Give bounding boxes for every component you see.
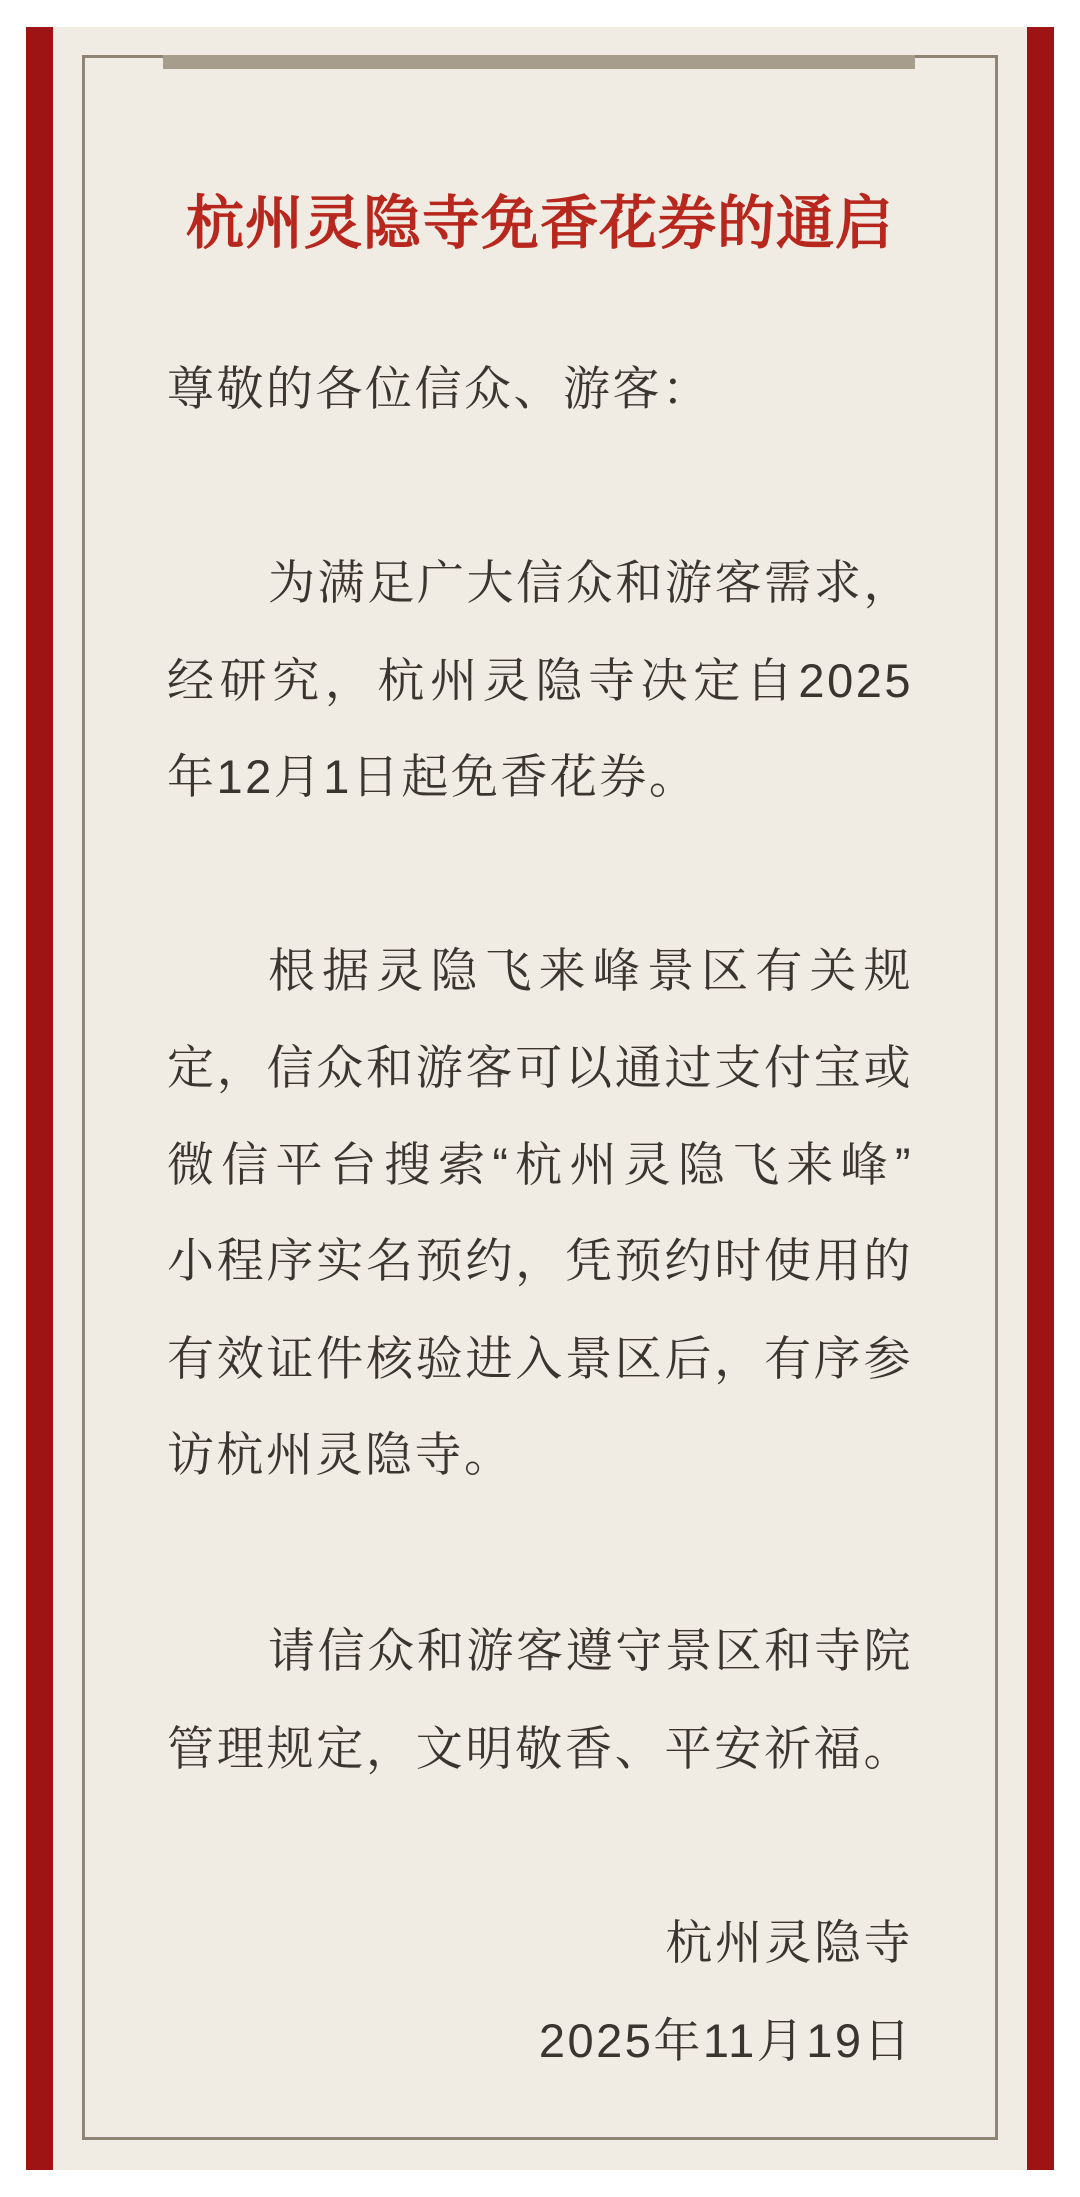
body-line: 定，信众和游客可以通过支付宝或 — [167, 1041, 913, 1094]
body-line: 管理规定，文明敬香、平安祈福。 — [167, 1722, 913, 1775]
signature-name: 杭州灵隐寺 — [665, 1916, 913, 1969]
body-line: 根据灵隐飞来峰景区有关规 — [268, 944, 913, 997]
body-line: 微信平台搜索“杭州灵隐飞来峰” — [167, 1138, 913, 1191]
body-line: 为满足广大信众和游客需求， — [268, 556, 913, 609]
signature-date: 2025年11月19日 — [538, 2014, 913, 2067]
body-line: 经研究，杭州灵隐寺决定自2025 — [167, 654, 913, 707]
body-line: 年12月1日起免香花券。 — [167, 750, 699, 803]
notice-title: 杭州灵隐寺免香花券的通启 — [185, 191, 894, 256]
body-line: 小程序实名预约，凭预约时使用的 — [167, 1234, 913, 1287]
body-line: 请信众和游客遵守景区和寺院 — [268, 1624, 913, 1677]
left-red-bar — [26, 27, 53, 2170]
body-line: 访杭州灵隐寺。 — [167, 1428, 514, 1481]
right-red-bar — [1027, 27, 1054, 2170]
top-accent-bar — [163, 55, 915, 69]
body-line: 有效证件核验进入景区后，有序参 — [167, 1332, 913, 1385]
greeting-line: 尊敬的各位信众、游客： — [167, 362, 712, 415]
